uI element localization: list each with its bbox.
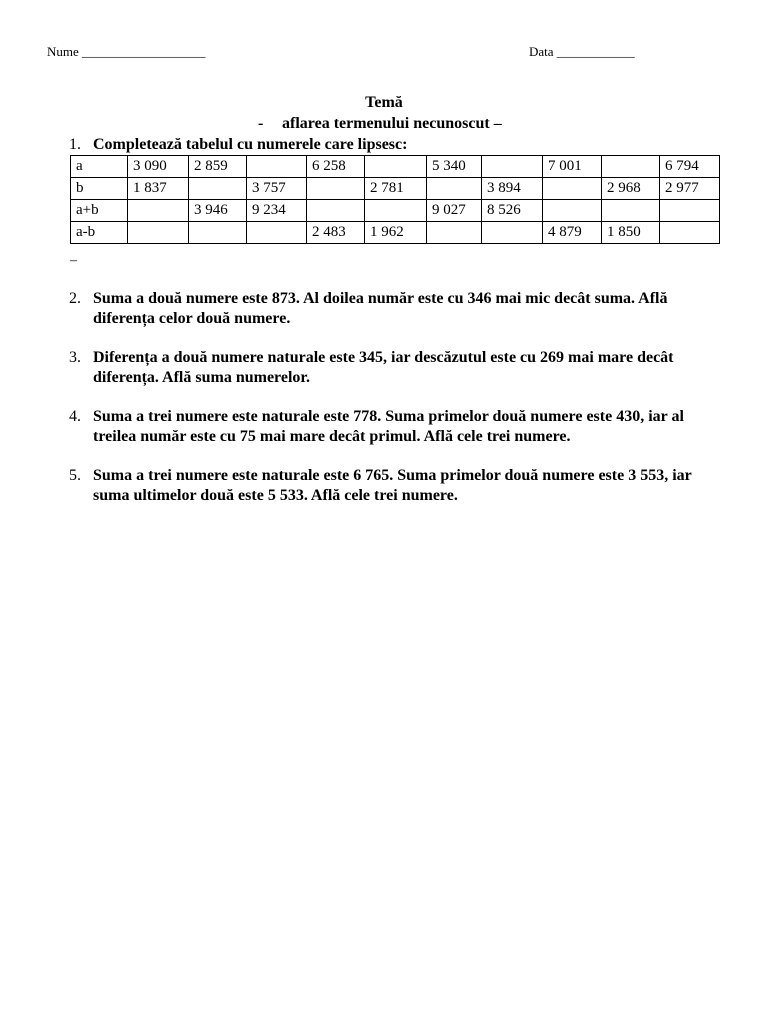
exercise-number: 4. bbox=[69, 408, 81, 425]
table-cell bbox=[660, 200, 720, 222]
table-cell bbox=[543, 200, 602, 222]
table-row-label: b bbox=[71, 178, 128, 200]
table-cell bbox=[128, 200, 189, 222]
page-title: Temă bbox=[365, 94, 403, 111]
exercise-number: 2. bbox=[69, 290, 81, 307]
exercise-5 bbox=[69, 466, 729, 506]
stray-dash: – bbox=[70, 253, 77, 268]
table-cell: 6 258 bbox=[307, 156, 365, 178]
exercise-1 bbox=[69, 135, 729, 155]
table-cell bbox=[189, 222, 247, 244]
table-cell bbox=[602, 200, 660, 222]
table-cell: 3 894 bbox=[482, 178, 543, 200]
table-row bbox=[71, 156, 720, 178]
table-cell bbox=[660, 222, 720, 244]
table-cell bbox=[307, 200, 365, 222]
date-field: Data ____________ bbox=[529, 44, 635, 59]
exercise-text: Suma a trei numere este naturale este 6 765. Suma primelor două numere este 3 553, iar suma ultimelor două este 5 533. Află cele trei numere. bbox=[93, 467, 692, 504]
table-cell: 1 962 bbox=[365, 222, 427, 244]
table-row bbox=[71, 200, 720, 222]
table-cell: 2 483 bbox=[307, 222, 365, 244]
exercise-2 bbox=[69, 289, 729, 329]
exercise-number: 5. bbox=[69, 467, 81, 484]
exercise-text: Diferența a două numere naturale este 345, iar descăzutul este cu 269 mai mare decât diferența. Află suma numerelor. bbox=[93, 349, 674, 386]
table-cell: 3 946 bbox=[189, 200, 247, 222]
table-cell: 3 757 bbox=[247, 178, 307, 200]
table-cell bbox=[427, 222, 482, 244]
name-field: Nume ___________________ bbox=[47, 44, 206, 59]
exercise-text: Suma a două numere este 873. Al doilea număr este cu 346 mai mic decât suma. Află diferența celor două numere. bbox=[93, 290, 668, 327]
subtitle-text: aflarea termenului necunoscut – bbox=[282, 115, 502, 132]
subtitle-dash: - bbox=[258, 115, 264, 132]
table-row-label: a+b bbox=[71, 200, 128, 222]
table-cell bbox=[543, 178, 602, 200]
table-cell bbox=[365, 156, 427, 178]
table-cell bbox=[128, 222, 189, 244]
table-cell bbox=[427, 178, 482, 200]
table-cell: 8 526 bbox=[482, 200, 543, 222]
table-row bbox=[71, 178, 720, 200]
page-subtitle bbox=[258, 115, 502, 133]
exercise-number: 1. bbox=[69, 136, 81, 153]
table-cell: 6 794 bbox=[660, 156, 720, 178]
table-cell bbox=[602, 156, 660, 178]
table-cell: 2 781 bbox=[365, 178, 427, 200]
table-cell: 9 234 bbox=[247, 200, 307, 222]
table-cell: 2 859 bbox=[189, 156, 247, 178]
table-cell: 1 837 bbox=[128, 178, 189, 200]
table-cell bbox=[482, 222, 543, 244]
table-cell: 1 850 bbox=[602, 222, 660, 244]
table-cell bbox=[307, 178, 365, 200]
table-cell: 7 001 bbox=[543, 156, 602, 178]
exercise-text: Completează tabelul cu numerele care lipsesc: bbox=[93, 136, 408, 153]
exercise-number: 3. bbox=[69, 349, 81, 366]
exercise-3 bbox=[69, 348, 729, 388]
exercise-4 bbox=[69, 407, 729, 447]
exercise-table bbox=[70, 155, 720, 244]
exercise-text: Suma a trei numere este naturale este 778. Suma primelor două numere este 430, iar al treilea număr este cu 75 mai mare decât primul. Află cele trei numere. bbox=[93, 408, 684, 445]
table-cell bbox=[247, 156, 307, 178]
table-row bbox=[71, 222, 720, 244]
table-cell bbox=[189, 178, 247, 200]
table-cell: 4 879 bbox=[543, 222, 602, 244]
table-row-label: a-b bbox=[71, 222, 128, 244]
table-cell: 3 090 bbox=[128, 156, 189, 178]
table-cell: 2 977 bbox=[660, 178, 720, 200]
table-cell: 9 027 bbox=[427, 200, 482, 222]
table-cell: 5 340 bbox=[427, 156, 482, 178]
table-cell bbox=[247, 222, 307, 244]
table-cell bbox=[365, 200, 427, 222]
table-cell bbox=[482, 156, 543, 178]
table-row-label: a bbox=[71, 156, 128, 178]
table-cell: 2 968 bbox=[602, 178, 660, 200]
